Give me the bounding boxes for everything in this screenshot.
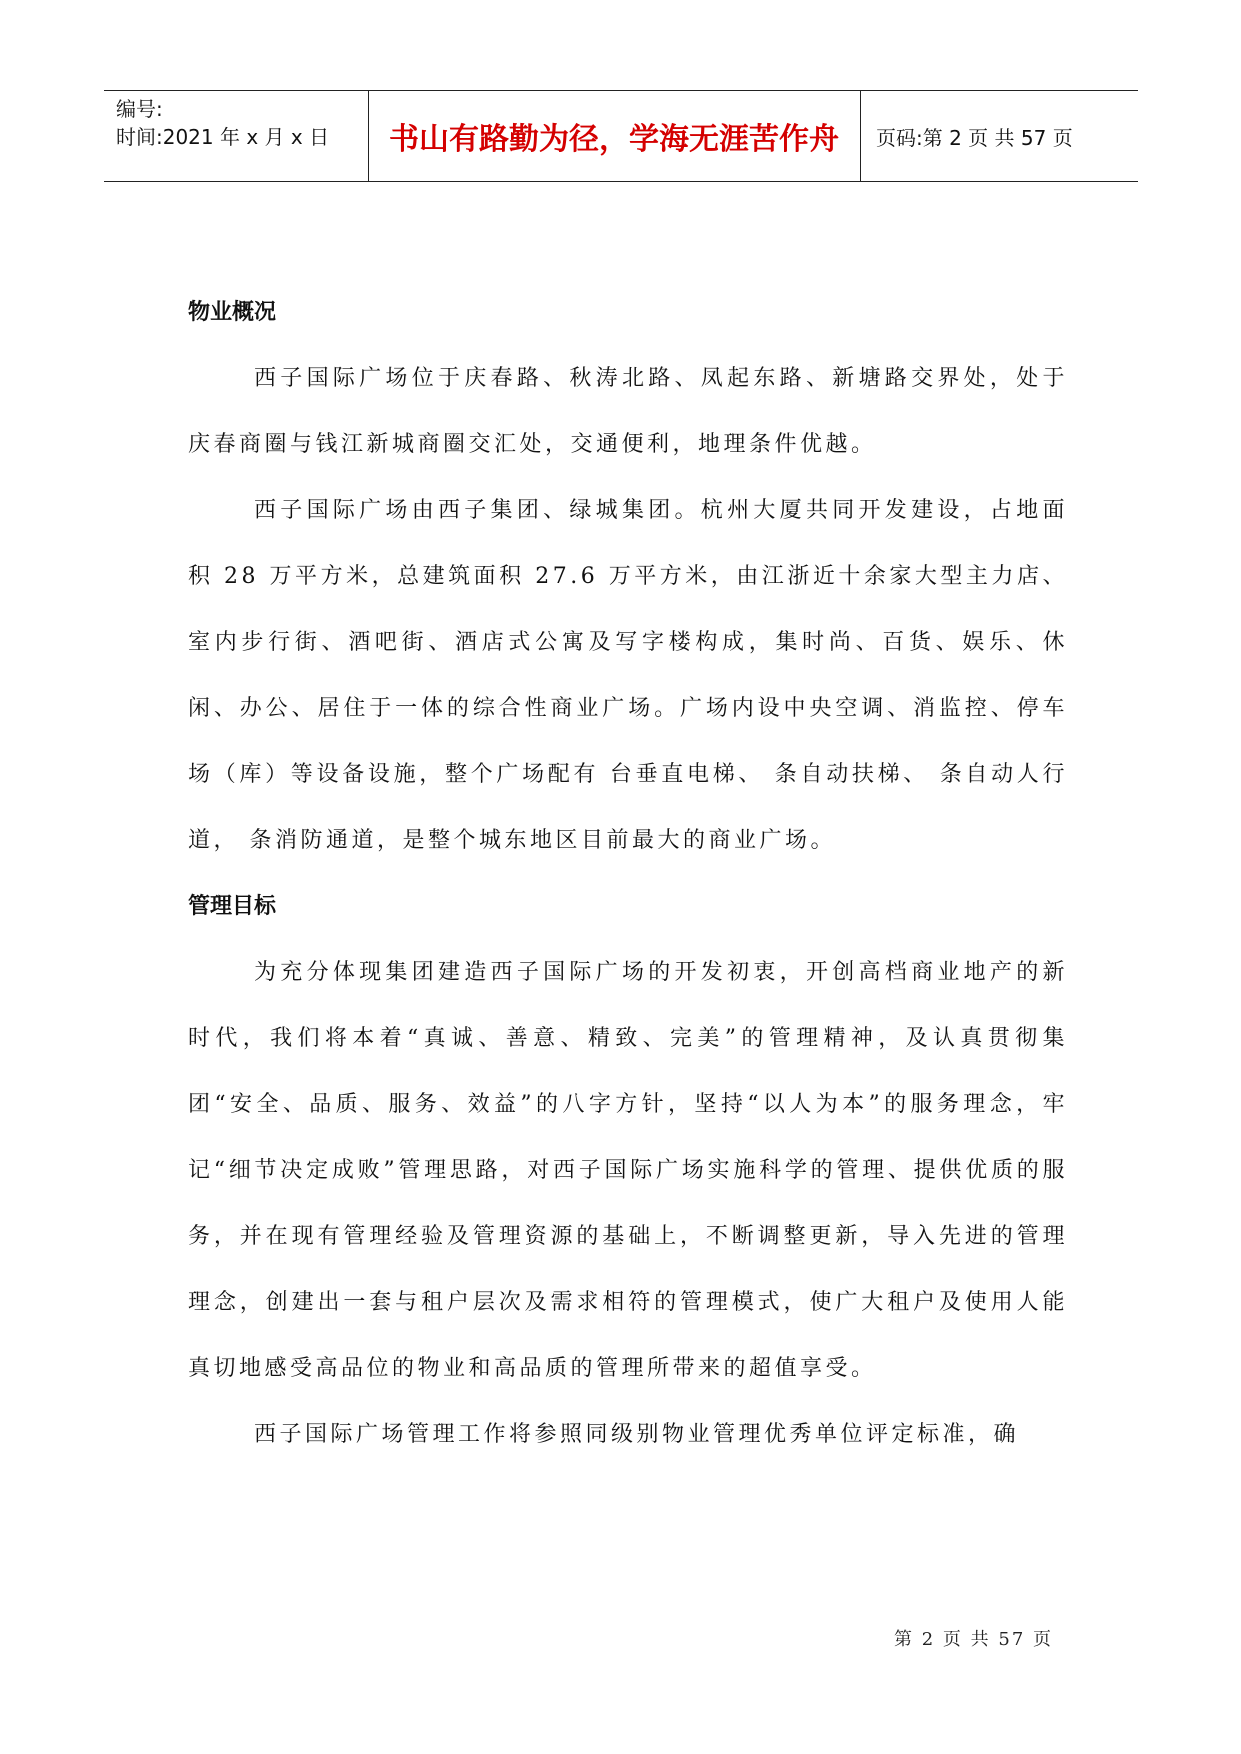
paragraph: 为充分体现集团建造西子国际广场的开发初衷，开创高档商业地产的新时代，我们将本着“真诚、善意、精致、完美”的管理精神，及认真贯彻集团“安全、品质、服务、效益”的八字方针，坚持“以人为本”的服务理念，牢记“细节决定成败”管理思路，对西子国际广场实施科学的管理、提供优质的服务，并在现有管理经验及管理资源的基础上，不断调整更新，导入先进的管理理念，创建出一套与租户层次及需求相符的管理模式，使广大租户及使用人能真切地感受高品位的物业和高品质的管理所带来的超值享受。: [188, 960, 1068, 1381]
header-page-number: 页码:第 2 页 共 57 页: [876, 125, 1073, 150]
header-motto: 书山有路勤为径，学海无涯苦作舟: [389, 122, 839, 157]
document-body: [188, 280, 1068, 1468]
page-footer: 第 2 页 共 57 页: [894, 1629, 1053, 1650]
page-header: [104, 90, 1138, 182]
document-code: 编号:: [116, 97, 163, 121]
paragraph: 西子国际广场管理工作将参照同级别物业管理优秀单位评定标准，确: [254, 1422, 1020, 1447]
section-title-overview: 物业概况: [188, 300, 277, 325]
document-time: 时间:2021 年 x 月 x 日: [116, 125, 330, 149]
section-title-management-goals: 管理目标: [188, 894, 277, 919]
header-meta: [116, 91, 366, 181]
header-divider: [860, 91, 861, 181]
paragraph: 西子国际广场由西子集团、绿城集团。杭州大厦共同开发建设，占地面积 28 万平方米，总建筑面积 27.6 万平方米，由江浙近十余家大型主力店、室内步行街、酒吧街、酒店式公寓及写字楼构成，集时尚、百货、娱乐、休闲、办公、居住于一体的综合性商业广场。广场内设中央空调、消监控、停车场（库）等设备设施，整个广场配有 台垂直电梯、 条自动扶梯、 条自动人行道， 条消防通道，是整个城东地区目前最大的商业广场。: [188, 498, 1068, 853]
paragraph: 西子国际广场位于庆春路、秋涛北路、凤起东路、新塘路交界处，处于庆春商圈与钱江新城商圈交汇处，交通便利，地理条件优越。: [188, 366, 1068, 457]
